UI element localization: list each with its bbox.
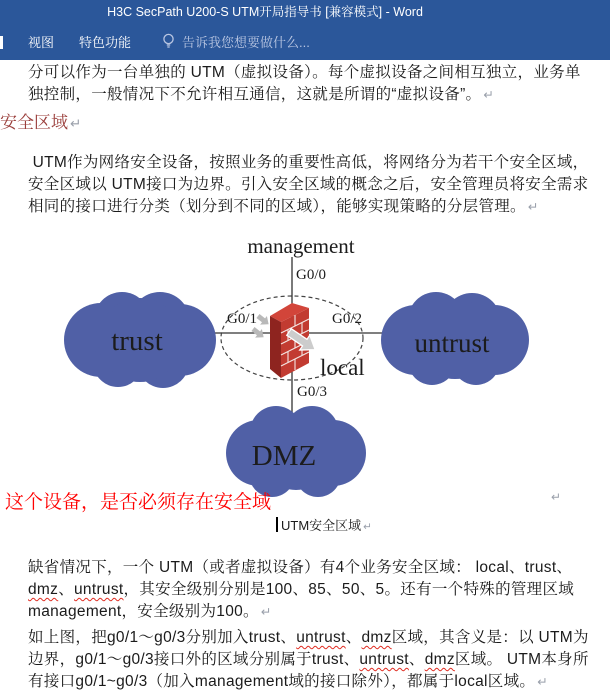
- tell-me-label: 告诉我您想要做什么...: [182, 34, 310, 50]
- label-zone-trust: trust: [111, 325, 163, 357]
- clipped-tab-fragment: [0, 36, 3, 49]
- label-port-g0-1: G0/1: [227, 311, 257, 327]
- label-management: management: [247, 234, 355, 258]
- text-cursor: [276, 517, 278, 532]
- label-port-g0-3: G0/3: [297, 384, 327, 400]
- paragraph-2: [28, 152, 588, 218]
- red-annotation-text: 这个设备，是否必须存在安全域: [5, 492, 272, 513]
- label-zone-dmz: DMZ: [251, 440, 317, 472]
- window-title: H3C SecPath U200-S UTM开局指导书 [兼容模式] - Word: [107, 5, 423, 19]
- label-zone-local: local: [320, 355, 365, 380]
- ribbon-tab-bar: [0, 22, 610, 60]
- text-line: 有接口g0/1~g0/3（加入management域的接口除外），都属于local区域。 ↵: [28, 672, 548, 690]
- label-zone-untrust: untrust: [414, 328, 490, 358]
- label-port-g0-0: G0/0: [296, 267, 326, 283]
- text-line: 独控制，一般情况下不允许相互通信，这就是所谓的“虚拟设备”。 ↵: [28, 85, 495, 103]
- label-port-g0-2: G0/2: [332, 311, 362, 327]
- text-line: 边界，g0/1～g0/3接口外的区域分别属于trust、untrust、dmz区域。 UTM本身所: [28, 650, 589, 668]
- tell-me-box[interactable]: [161, 32, 310, 51]
- network-topology-diagram: [0, 228, 610, 510]
- text-line: management，安全级别为100。 ↵: [28, 602, 272, 620]
- text-line: 缺省情况下，一个 UTM（或者虚拟设备）有4个业务安全区域： local、trust、: [28, 559, 573, 576]
- paragraph-3: [28, 557, 574, 623]
- text-line: UTM作为网络安全设备，按照业务的重要性高低，将网络分为若干个安全区域，: [28, 154, 589, 171]
- text-line: 如上图，把g0/1～g0/3分别加入trust、untrust、dmz区域，其含义是：以 UTM为: [28, 629, 589, 646]
- paragraph-1: [28, 62, 581, 107]
- text-line: dmz、untrust，其安全级别分别是100、85、50、5。还有一个特殊的管理区域: [28, 580, 575, 598]
- section-heading: [0, 112, 81, 135]
- text-line: 安全区域以 UTM接口为边界。引入安全区域的概念之后，安全管理员将安全需求: [28, 175, 589, 193]
- tab-view[interactable]: 视图: [28, 34, 55, 50]
- paragraph-4: [28, 627, 589, 693]
- text-line: 分可以作为一台单独的 UTM（虚拟设备）。每个虚拟设备之间相互独立，业务单: [28, 64, 581, 81]
- paragraph-mark: ↵: [551, 490, 562, 504]
- lightbulb-icon: [161, 33, 176, 49]
- figure-caption: [276, 515, 372, 534]
- attack-arrow-icon: [255, 312, 272, 329]
- text-line: 相同的接口进行分类（划分到不同的区域），能够实现策略的分层管理。 ↵: [28, 197, 539, 215]
- document-canvas[interactable]: [0, 60, 610, 698]
- figure-caption-text: UTM安全区域 ↵: [281, 518, 372, 533]
- heading-text: 安全区域 ↵: [0, 113, 82, 132]
- title-bar: [0, 0, 610, 22]
- tab-special-features[interactable]: 特色功能: [79, 34, 132, 50]
